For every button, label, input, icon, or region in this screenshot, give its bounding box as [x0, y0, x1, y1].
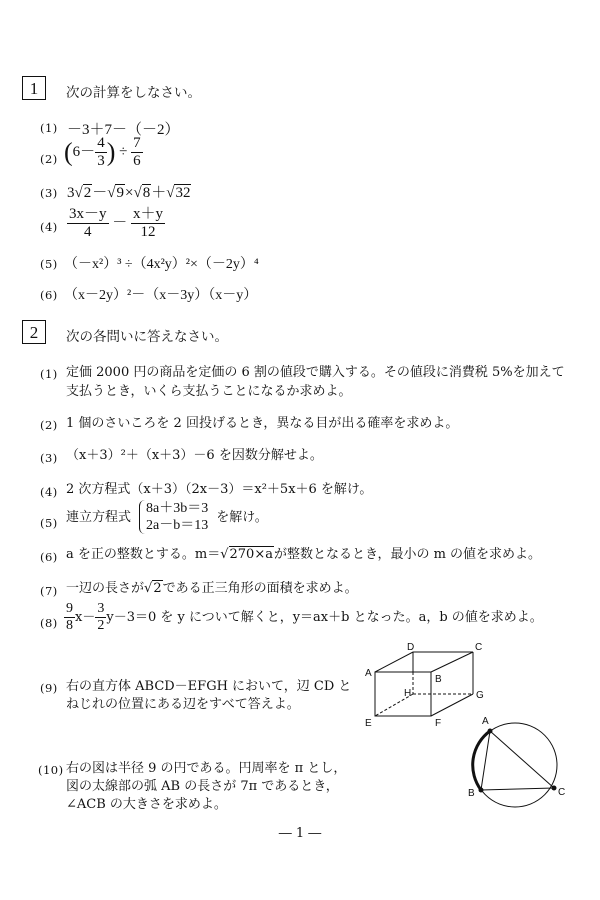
cuboid-top-edges	[375, 652, 473, 672]
item-number: (2)	[40, 152, 58, 166]
section-2-instruction: 次の各問いに答えなさい。	[66, 329, 228, 345]
item-number: (4)	[40, 220, 58, 234]
chord-BC	[481, 788, 554, 790]
question-10-line-3: ∠ACB の大きさを求めよ。	[66, 797, 227, 812]
expression-5: （－x²）³ ÷（4x²y）²×（－2y）⁴	[64, 257, 259, 272]
equation-2: 2a－b＝13	[146, 518, 209, 533]
section-1-number: 1	[29, 78, 39, 98]
item-number: (5)	[40, 257, 58, 271]
question-2: 1 個のさいころを 2 回投げるとき，異なる目が出る確率を求めよ。	[66, 416, 459, 431]
item-number: (2)	[40, 418, 58, 432]
label-F: F	[435, 718, 442, 729]
point-A	[488, 729, 493, 734]
fraction: $\frac{9}{8}$	[66, 601, 73, 633]
item-number: (8)	[40, 616, 58, 630]
q5-tail: を解け。	[216, 509, 268, 525]
item-number: (10)	[38, 763, 64, 777]
item-number: (6)	[40, 288, 58, 302]
item-number: (6)	[40, 550, 58, 564]
cuboid-front-face	[375, 672, 431, 716]
question-7: 一辺の長さが√2である正三角形の面積を求めよ。	[66, 581, 358, 596]
chord-AC	[490, 731, 554, 788]
page-number: ― 1 ―	[278, 826, 322, 841]
expression-3: 3√2－√9×√8＋√32	[67, 185, 191, 201]
label-G: G	[476, 690, 484, 701]
question-1-line-1: 定価 2000 円の商品を定価の 6 割の値段で購入する。その値段に消費税 5%を加えて	[66, 365, 565, 380]
thick-arc-AB	[473, 731, 490, 790]
question-10-line-2: 図の太線部の弧 AB の長さが 7π であるとき，	[66, 779, 339, 794]
item-number: (3)	[40, 451, 58, 465]
section-2-number: 2	[29, 322, 39, 342]
expression-2: (6－ $\frac{4}{3}$ ) ÷ $\frac{7}{6}$	[64, 135, 141, 169]
circle-label-C: C	[558, 787, 566, 798]
question-6: a を正の整数とする。m＝√270×aが整数となるとき，最小の m の値を求めよ。	[66, 547, 542, 562]
fraction: $\frac{4}{3}$	[97, 135, 105, 169]
expression-1: －3＋7－（－2）	[67, 122, 180, 138]
label-A: A	[365, 668, 372, 679]
item-number: (3)	[40, 186, 58, 200]
fraction: $\frac{7}{6}$	[133, 135, 141, 169]
question-1-line-2: 支払うとき，いくら支払うことになるか求めよ。	[66, 384, 352, 399]
section-2-number-box	[22, 320, 46, 344]
expression-4: $\frac{3x-y}{4}$ － $\frac{x+y}{12}$	[69, 206, 164, 240]
question-9-line-1: 右の直方体 ABCD－EFGH において，辺 CD と	[66, 679, 352, 694]
q7-radicand: 2	[153, 581, 162, 596]
question-10-line-1: 右の図は半径 9 の円である。円周率を π とし，	[66, 761, 347, 776]
fraction: $\frac{x+y}{12}$	[133, 206, 164, 240]
section-1-number-box	[22, 76, 46, 100]
item-number: (5)	[40, 516, 58, 530]
label-H: H	[404, 688, 412, 699]
label-D: D	[407, 642, 415, 653]
circle-label-A: A	[482, 716, 489, 727]
equation-system	[139, 500, 212, 534]
fraction: $\frac{3x-y}{4}$	[69, 206, 107, 240]
item-number: (1)	[40, 367, 58, 381]
circle-label-B: B	[468, 788, 475, 799]
expression-6: （x－2y）²－（x－3y）（x－y）	[64, 288, 258, 303]
label-C: C	[475, 642, 483, 653]
equation-1: 8a＋3b＝3	[146, 501, 209, 516]
item-number: (7)	[40, 584, 58, 598]
item-number: (9)	[40, 681, 58, 695]
item-number: (1)	[40, 121, 58, 135]
section-1-instruction: 次の計算をしなさい。	[66, 85, 201, 101]
label-E: E	[365, 718, 372, 729]
point-B	[479, 788, 484, 793]
circle-figure	[460, 708, 570, 818]
question-4: 2 次方程式（x＋3）（2x－3）＝x²＋5x＋6 を解け。	[66, 482, 373, 497]
question-5	[66, 500, 268, 534]
question-8: $\frac{9}{8}$ x－ $\frac{3}{2}$ y－3＝0 を y について解くと，y＝ax＋b となった。a，b の値を求めよ。	[66, 601, 543, 633]
question-9-line-2: ねじれの位置にある辺をすべて答えよ。	[66, 697, 300, 712]
item-number: (4)	[40, 485, 58, 499]
fraction: $\frac{3}{2}$	[97, 601, 105, 633]
question-3: （x＋3）²＋（x＋3）－6 を因数分解せよ。	[66, 448, 323, 463]
q5-label: 連立方程式	[66, 509, 132, 525]
label-B: B	[435, 674, 442, 685]
point-C	[552, 786, 557, 791]
q6-radicand: 270×a	[229, 547, 273, 562]
expr2-pre: 6－	[72, 143, 96, 160]
